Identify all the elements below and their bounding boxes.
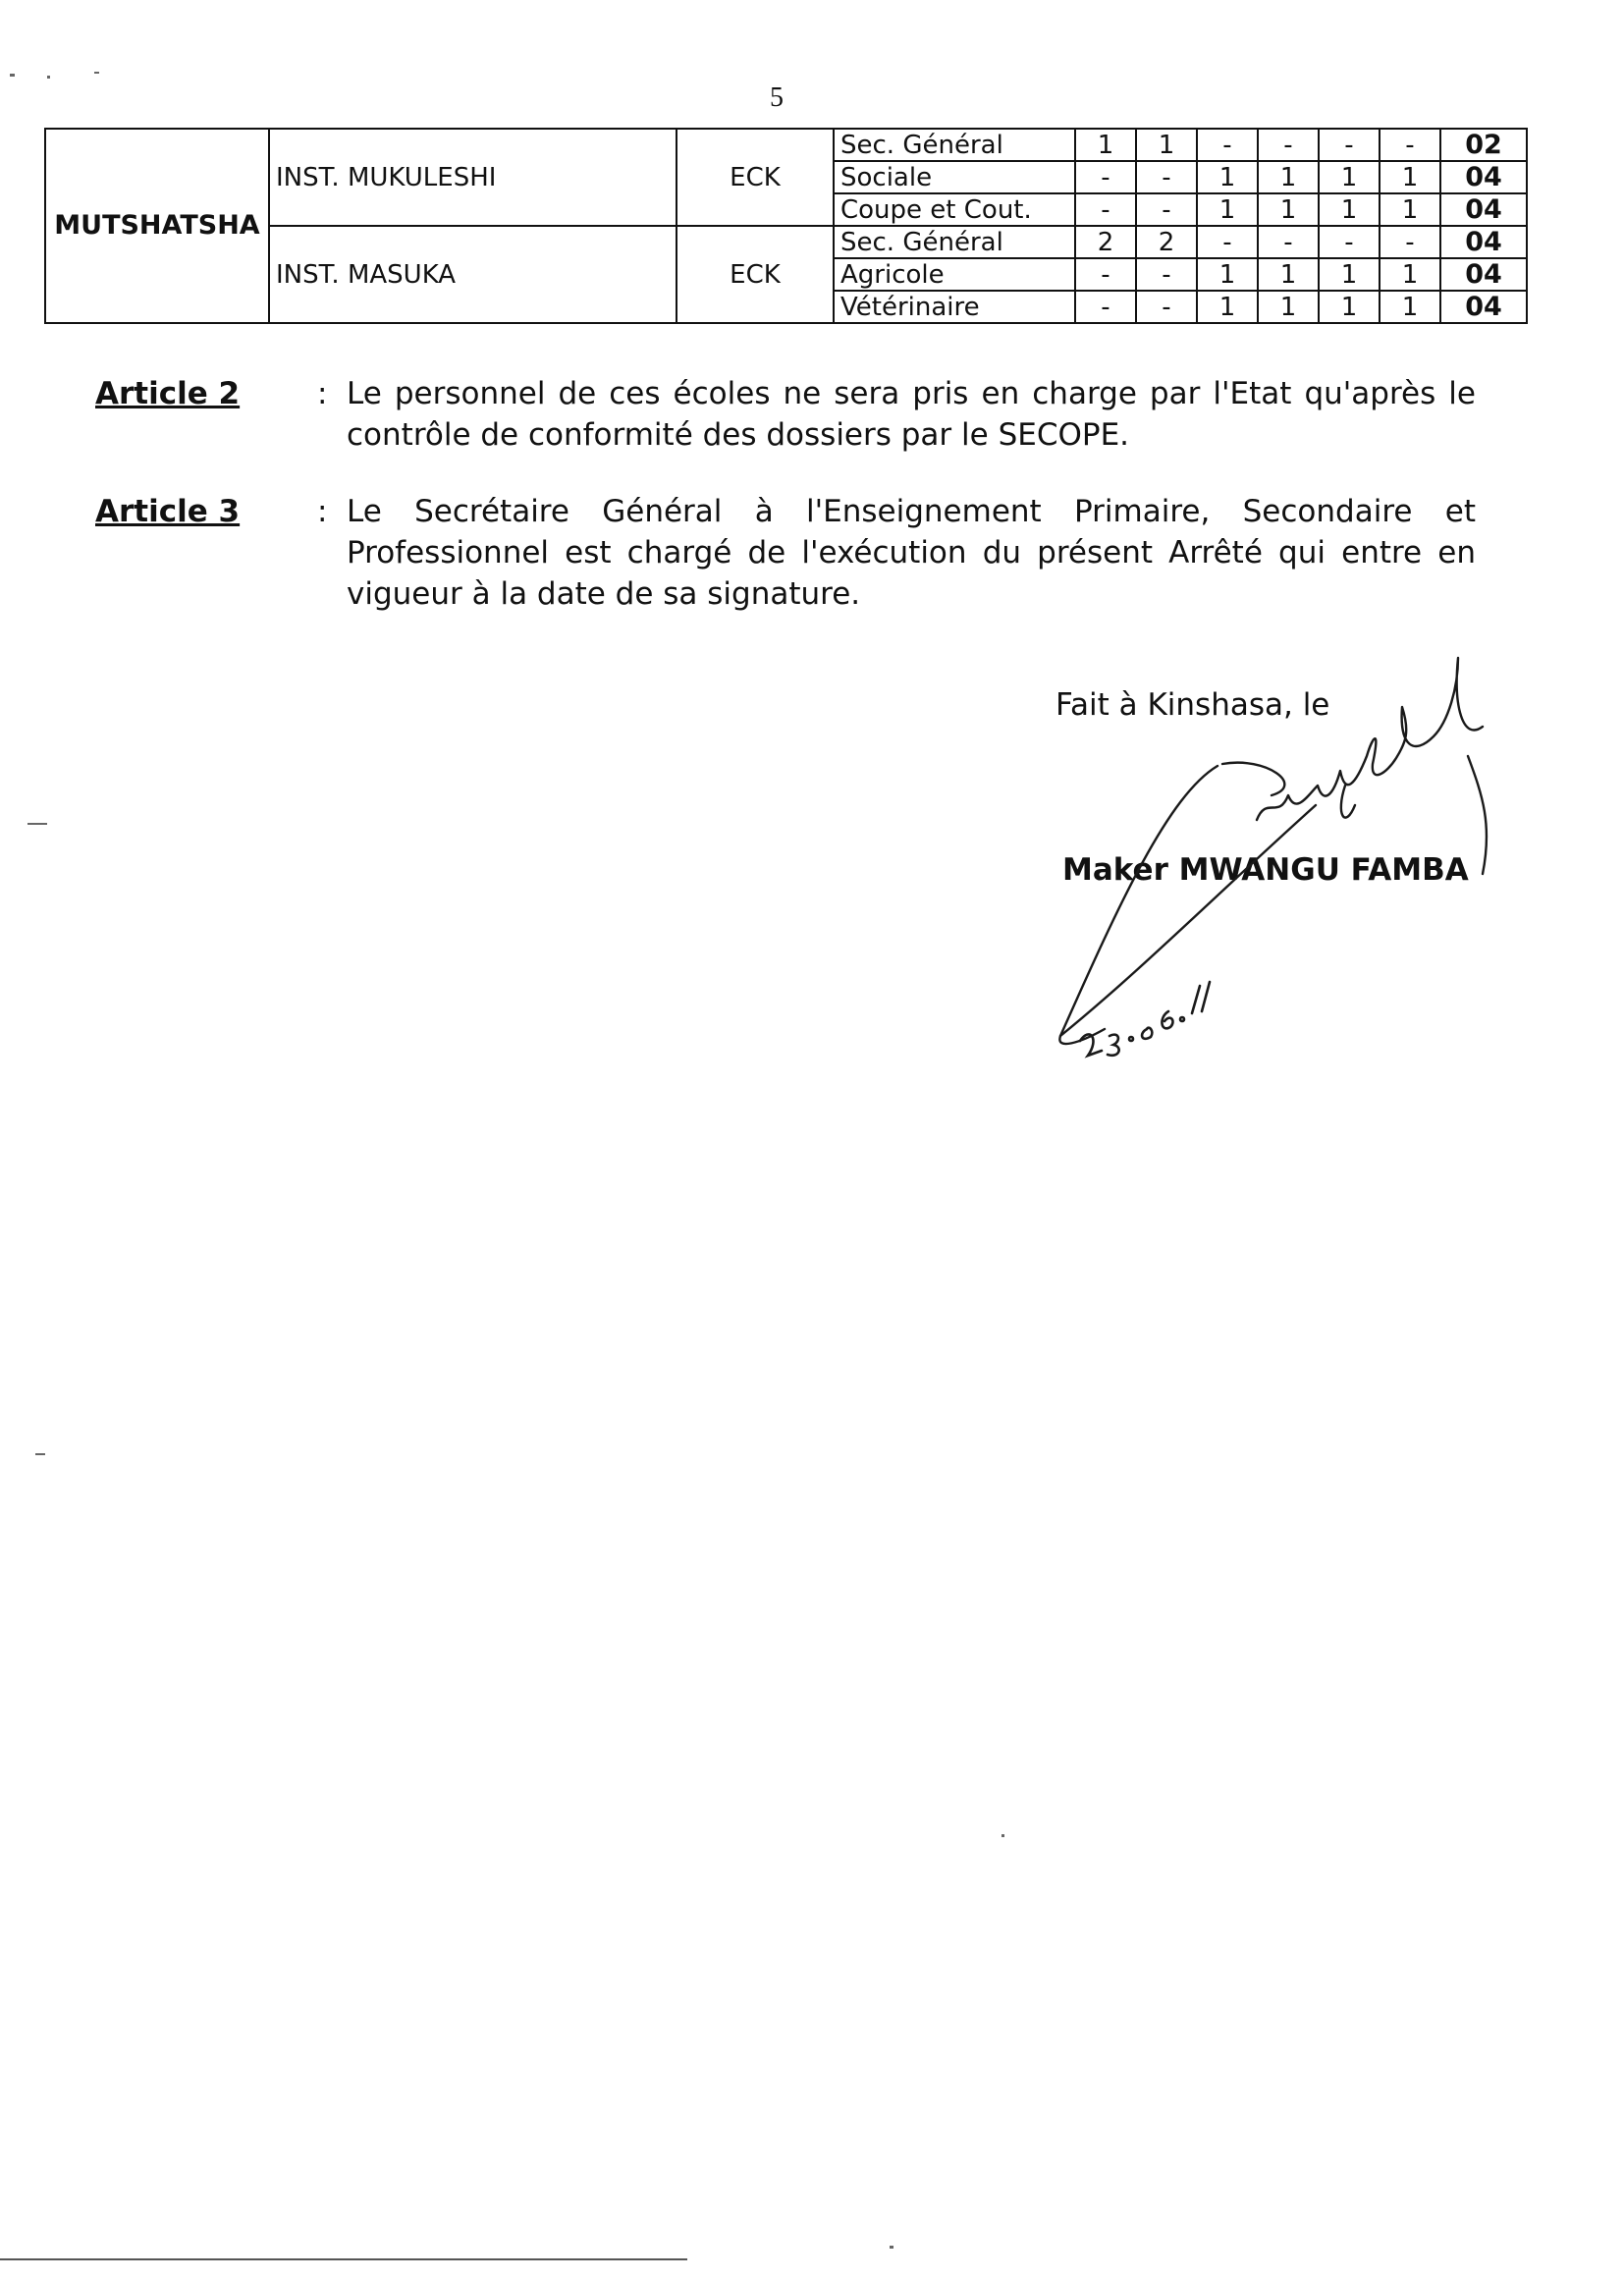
total-cell: 04 (1440, 258, 1527, 291)
count-cell: 1 (1380, 161, 1440, 193)
place-date-line: Fait à Kinshasa, le (1056, 687, 1330, 723)
count-cell: 1 (1197, 161, 1258, 193)
count-cell: - (1075, 258, 1136, 291)
handwritten-signature (1021, 648, 1571, 1100)
count-cell: - (1380, 129, 1440, 161)
school-name: INST. MUKULESHI (269, 129, 677, 226)
count-cell: 1 (1136, 129, 1197, 161)
count-cell: - (1075, 193, 1136, 226)
count-cell: 1 (1380, 258, 1440, 291)
count-cell: - (1319, 129, 1380, 161)
table-row (45, 129, 1527, 161)
count-cell: - (1136, 258, 1197, 291)
regime-cell: ECK (677, 226, 834, 323)
count-cell: 1 (1197, 258, 1258, 291)
article-text: Le Secrétaire Général à l'Enseignement Primaire, Secondaire et Professionnel est chargé de l'exécution du présent Arrêté qui entre en vigueur à la date de sa signature. (347, 494, 1476, 612)
article-label: Article 3 (95, 494, 241, 529)
school-name: INST. MASUKA (269, 226, 677, 323)
total-cell: 04 (1440, 226, 1527, 258)
count-cell: 1 (1319, 258, 1380, 291)
count-cell: 1 (1258, 193, 1319, 226)
count-cell: 1 (1197, 193, 1258, 226)
article-colon: : (317, 494, 328, 529)
count-cell: - (1197, 129, 1258, 161)
total-cell: 04 (1440, 291, 1527, 323)
count-cell: 2 (1136, 226, 1197, 258)
count-cell: 1 (1075, 129, 1136, 161)
section-cell: Sec. Général (834, 129, 1075, 161)
count-cell: - (1380, 226, 1440, 258)
count-cell: 1 (1319, 291, 1380, 323)
article-label: Article 2 (95, 376, 241, 411)
bottom-rule (0, 2258, 687, 2260)
count-cell: 1 (1319, 193, 1380, 226)
article-colon: : (317, 376, 328, 411)
count-cell: - (1075, 161, 1136, 193)
total-cell: 02 (1440, 129, 1527, 161)
count-cell: - (1258, 226, 1319, 258)
count-cell: 1 (1380, 291, 1440, 323)
count-cell: 1 (1319, 161, 1380, 193)
count-cell: 1 (1258, 258, 1319, 291)
count-cell: - (1136, 291, 1197, 323)
section-cell: Agricole (834, 258, 1075, 291)
section-cell: Vétérinaire (834, 291, 1075, 323)
count-cell: - (1258, 129, 1319, 161)
page-number: 5 (770, 82, 784, 113)
count-cell: - (1197, 226, 1258, 258)
count-cell: 1 (1197, 291, 1258, 323)
total-cell: 04 (1440, 161, 1527, 193)
count-cell: - (1075, 291, 1136, 323)
count-cell: 1 (1380, 193, 1440, 226)
section-cell: Sec. Général (834, 226, 1075, 258)
section-cell: Sociale (834, 161, 1075, 193)
allocation-table (44, 128, 1528, 324)
count-cell: 1 (1258, 291, 1319, 323)
total-cell: 04 (1440, 193, 1527, 226)
count-cell: - (1136, 193, 1197, 226)
count-cell: - (1319, 226, 1380, 258)
section-cell: Coupe et Cout. (834, 193, 1075, 226)
count-cell: - (1136, 161, 1197, 193)
count-cell: 2 (1075, 226, 1136, 258)
signatory-name: Maker MWANGU FAMBA (1062, 852, 1469, 888)
article-text: Le personnel de ces écoles ne sera pris en charge par l'Etat qu'après le contrôle de conformité des dossiers par le SECOPE. (347, 376, 1476, 453)
count-cell: 1 (1258, 161, 1319, 193)
province-cell: MUTSHATSHA (45, 129, 269, 323)
regime-cell: ECK (677, 129, 834, 226)
